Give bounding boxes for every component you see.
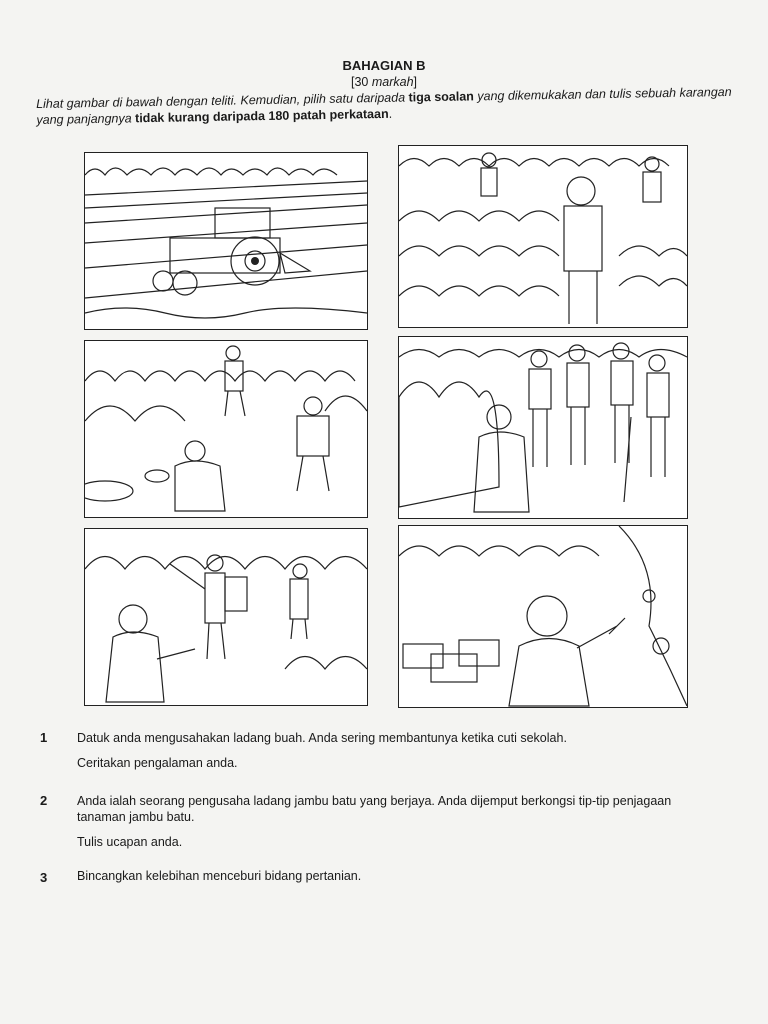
picture-seedling-nursery [398, 145, 688, 328]
tractor-field-illustration [85, 153, 367, 329]
section-title: BAHAGIAN B [342, 58, 426, 73]
instruction-text: Lihat gambar di bawah dengan teliti. Kemudian, pilih satu daripada tiga soalan yang dikemukakan dan tulis sebuah karangan yang panjangnya tidak kurang daripada 180 patah perkataan. [36, 84, 732, 127]
nursery-illustration [399, 146, 687, 327]
question-2-task: Tulis ucapan anda. [77, 835, 183, 849]
question-1-number: 1 [40, 730, 48, 745]
section-marks: [30 markah] [350, 75, 418, 89]
question-3-number: 3 [40, 870, 48, 885]
picture-harvest-group [398, 336, 688, 519]
fertilizing-illustration [85, 341, 367, 517]
question-1-task: Ceritakan pengalaman anda. [77, 756, 238, 770]
question-1-text: Datuk anda mengusahakan ladang buah. Anda sering membantunya ketika cuti sekolah. [77, 731, 567, 745]
spraying-illustration [85, 529, 367, 705]
picture-tractor-ploughing [84, 152, 368, 330]
question-2-number: 2 [40, 793, 48, 808]
question-3-text: Bincangkan kelebihan menceburi bidang pertanian. [77, 869, 362, 883]
harvest-group-illustration [399, 337, 687, 518]
picture-fertilizing [84, 340, 368, 518]
picture-spraying [84, 528, 368, 706]
pruning-illustration [399, 526, 687, 707]
picture-pruning [398, 525, 688, 708]
question-2-text: Anda ialah seorang pengusaha ladang jambu batu yang berjaya. Anda dijemput berkongsi tip-tip penjagaan tanaman jambu batu. [77, 794, 672, 824]
